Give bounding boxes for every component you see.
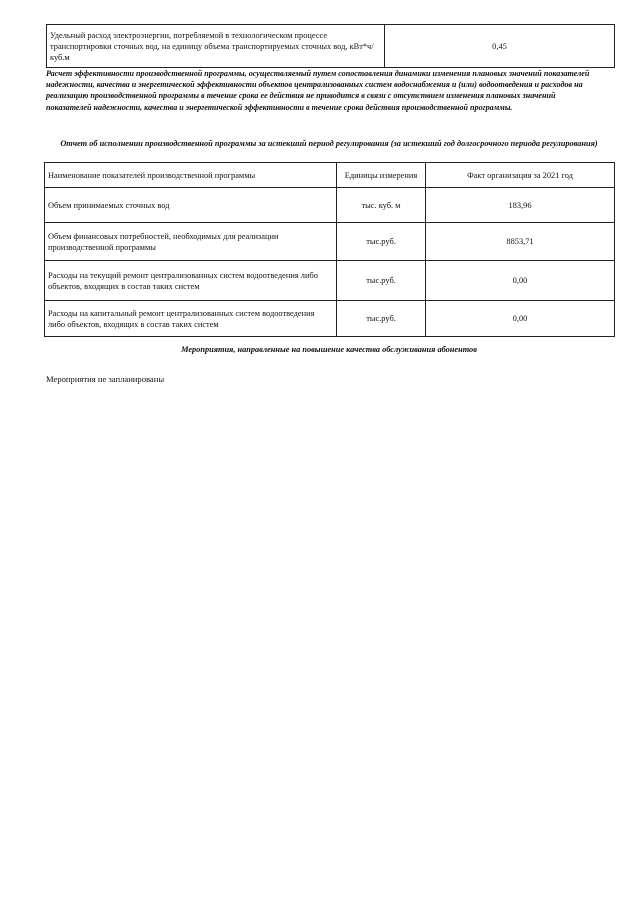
energy-consumption-label: Удельный расход электроэнергии, потребляемой в технологическом процессе транспортировки сточных вод, на единицу объема транспортируемых сточных вод, кВт*ч/ куб.м [47, 25, 385, 68]
header-unit: Единицы измерения [337, 163, 426, 188]
measures-text: Мероприятия не запланированы [46, 374, 165, 384]
indicator-unit: тыс.руб. [337, 301, 426, 337]
table-row [45, 188, 615, 223]
indicator-unit: тыс.руб. [337, 223, 426, 261]
indicator-fact: 183,96 [426, 188, 615, 223]
indicator-name: Расходы на капитальный ремонт централизованных систем водоотведения либо объектов, входящих в состав таких систем [45, 301, 337, 337]
measures-title: Мероприятия, направленные на повышение качества обслуживания абонентов [181, 345, 477, 354]
report-table [44, 162, 615, 337]
table-row [45, 261, 615, 301]
header-fact: Факт организация за 2021 год [426, 163, 615, 188]
indicator-fact: 0,00 [426, 301, 615, 337]
indicator-fact: 8853,71 [426, 223, 615, 261]
table-header-row [45, 163, 615, 188]
header-indicator-name: Наименование показателей производственной программы [45, 163, 337, 188]
table-row [47, 25, 615, 68]
efficiency-calculation-note: Расчет эффективности производственной программы, осуществляемый путем сопоставления динамики изменения плановых значений показателей надежности, качества и энергетической эффективности объектов централизованных систем водоснабжения и (или) водоотведения и расходов на реализацию производственной программы в течение срока ее действия не приводится в связи с отсутствием изменения плановых значений показателей надежности, качества и энергетической эффективности в течение срока действия производственной программы. [46, 69, 590, 112]
report-title: Отчет об исполнении производственной программы за истекший период регулирования (за истекший год долгосрочного периода регулирования) [60, 139, 598, 148]
indicator-name: Объем финансовых потребностей, необходимых для реализации производственной программы [45, 223, 337, 261]
indicator-name: Объем принимаемых сточных вод [45, 188, 337, 223]
indicator-fact: 0,00 [426, 261, 615, 301]
indicator-name: Расходы на текущий ремонт централизованных систем водоотведения либо объектов, входящих в состав таких систем [45, 261, 337, 301]
table-row [45, 301, 615, 337]
energy-consumption-table [46, 24, 615, 68]
indicator-unit: тыс. куб. м [337, 188, 426, 223]
indicator-unit: тыс.руб. [337, 261, 426, 301]
energy-consumption-value: 0,45 [385, 25, 615, 68]
table-row [45, 223, 615, 261]
